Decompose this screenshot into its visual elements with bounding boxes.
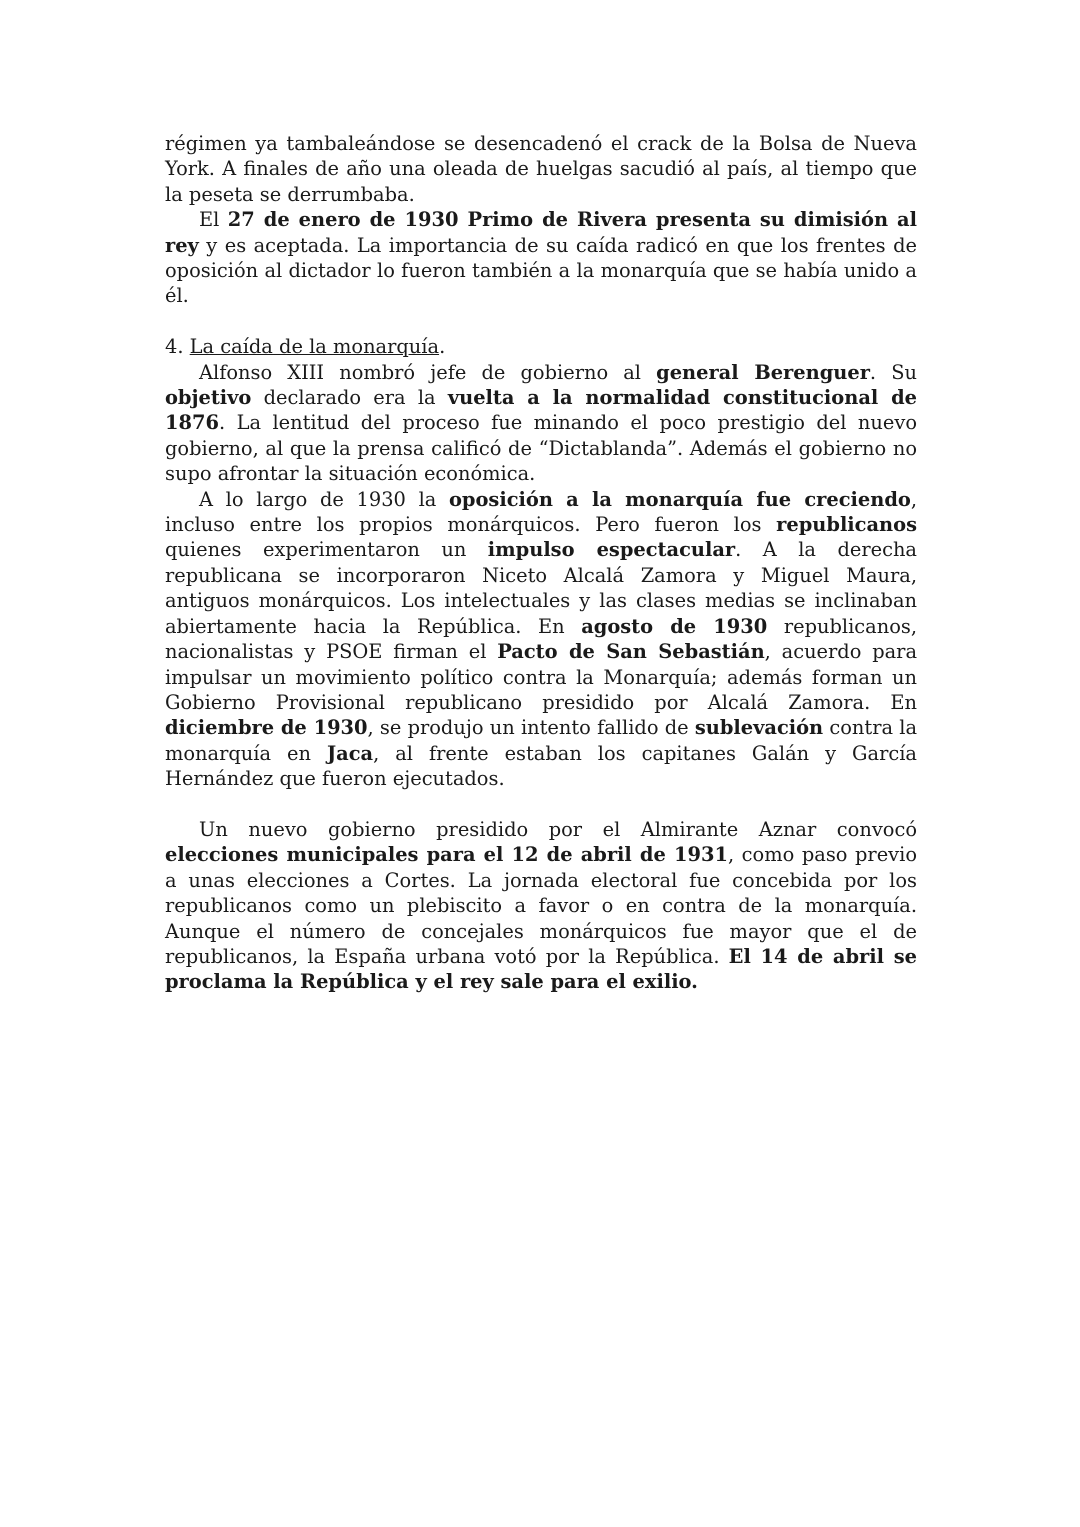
bold-text: diciembre de 1930 (165, 716, 368, 740)
bold-text: general Berenguer (656, 360, 870, 384)
section-period: . (439, 335, 446, 359)
document-page (165, 131, 917, 995)
bold-text: objetivo (165, 386, 252, 410)
paragraph-spacer (165, 792, 917, 817)
section-heading (165, 334, 917, 359)
bold-text: elecciones municipales para el 12 de abril de 1931 (165, 843, 728, 867)
paragraph-text: régimen ya tambaleándose se desencadenó el crack de la Bolsa de Nueva York. A finales de año una oleada de huelgas sacudió al país, al tiempo que la peseta se derrumbaba. (165, 132, 917, 206)
bold-text: agosto de 1930 (581, 614, 768, 638)
bold-text: republicanos (776, 513, 917, 537)
bold-text: impulso espectacular (487, 538, 736, 562)
section-number: 4. (165, 335, 190, 359)
paragraph-dimision (165, 207, 917, 309)
text-run: y es aceptada. La importancia de su caída radicó en que los frentes de oposición al dictador lo fueron también a la monarquía que se había unido a él. (165, 233, 917, 308)
text-run: republicanos, nacionalistas y PSOE firman el (165, 614, 917, 664)
text-run: , acuerdo para impulsar un movimiento político contra la Monarquía; además forman un Gobierno Provisional republicano presidido por Alcalá Zamora. En (165, 640, 918, 714)
section-title: La caída de la monarquía (189, 335, 440, 359)
text-run: , incluso entre los propios monárquicos. Pero fueron los (165, 487, 917, 537)
text-run: . A la derecha republicana se incorporaron Niceto Alcalá Zamora y Miguel Maura, antiguos monárquicos. Los intelectuales y las clases medias se inclinaban abiertamente hacia la República. En (165, 538, 917, 638)
bold-text: oposición a la monarquía fue creciendo (449, 487, 911, 511)
bold-text: Jaca (326, 741, 374, 765)
paragraph-spacer (165, 309, 917, 334)
text-run: Alfonso XIII nombró jefe de gobierno al (199, 360, 657, 384)
text-run: , como paso previo a unas elecciones a Cortes. La jornada electoral fue concebida por los republicanos como un plebiscito a favor o en contra de la monarquía. Aunque el número de concejales monárquicos fue mayor que el de republicanos, la España urbana votó por la República. (165, 843, 917, 968)
bold-text: El 14 de abril se proclama la República y el rey sale para el exilio. (165, 944, 917, 994)
text-run: declarado era la (251, 386, 448, 410)
paragraph-elecciones (165, 817, 917, 995)
text-run: . La lentitud del proceso fue minando el poco prestigio del nuevo gobierno, al que la prensa calificó de “Dictablanda”. Además el gobierno no supo afrontar la situación económica. (165, 411, 917, 486)
bold-text: vuelta a la normalidad constitucional de 1876 (165, 386, 917, 435)
bold-text: 27 de enero de 1930 Primo de Rivera presenta su dimisión al rey (165, 208, 917, 257)
text-run: Un nuevo gobierno presidido por el Almirante Aznar convocó (199, 817, 917, 841)
bold-text: Pacto de San Sebastián (497, 640, 765, 664)
text-run: A lo largo de 1930 la (199, 487, 449, 511)
paragraph-oposicion (165, 487, 917, 792)
text-run: , se produjo un intento fallido de (367, 716, 695, 740)
text-run: El (199, 208, 228, 232)
text-run: quienes experimentaron un (165, 538, 488, 562)
paragraph-crisis (165, 131, 917, 207)
text-run: contra la monarquía en (165, 716, 918, 765)
text-run: , al frente estaban los capitanes Galán y García Hernández que fueron ejecutados. (165, 741, 917, 791)
bold-text: sublevación (694, 716, 824, 740)
paragraph-berenguer (165, 360, 917, 487)
text-run: . Su (869, 360, 917, 384)
